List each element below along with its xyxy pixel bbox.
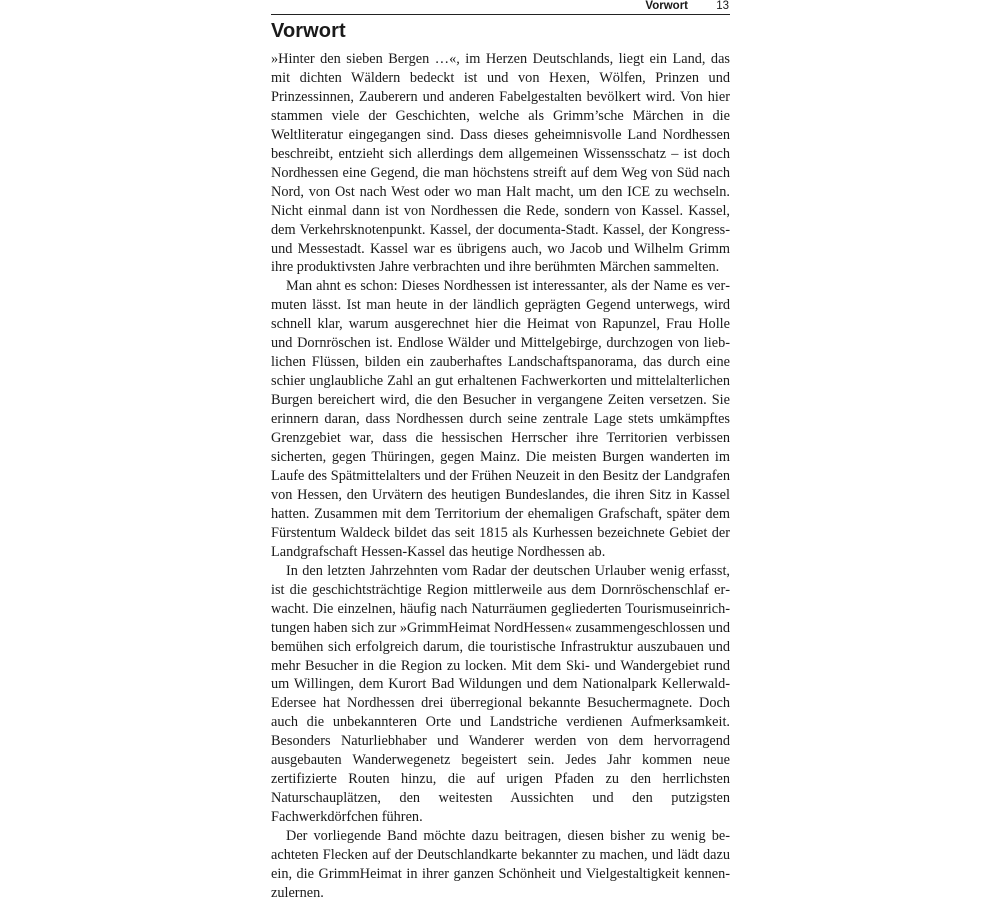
page-number: 13 <box>716 0 729 12</box>
paragraph: In den letzten Jahrzehnten vom Radar der deutschen Urlauber wenig erfasst, ist die geschichtsträchtige Region mittlerweile aus dem Dornröschenschlaf erwacht. Die einzelnen, häufig nach Naturräumen gegliederten Tourismuseinrichtungen haben sich zur »GrimmHeimat NordHessen« zusammengeschlossen und bemühen sich erfolgreich darum, die touristische Infrastruktur auszubauen und mehr Besucher in die Region zu locken. Mit dem Ski- und Wandergebiet rund um Willingen, dem Kurort Bad Wildungen und dem Nationalpark Kellerwald-Edersee hat Nordhessen drei überregional bekannte Besuchermagnete. Doch auch die unbekannteren Orte und Landstriche verdienen Aufmerksamkeit. Besonders Naturliebhaber und Wanderer werden von dem hervorragend ausgebauten Wanderwegenetz begeistert sein. Jedes Jahr kommen neue zertifizierte Routen hinzu, die auf urigen Pfaden zu den herrlichsten Naturschauplätzen, den weitesten Aussichten und den putzigsten Fachwerkdörfchen führen. <box>271 562 730 826</box>
paragraph: »Hinter den sieben Bergen …«, im Herzen Deutschlands, liegt ein Land, das mit dichten Wäldern bedeckt ist und von Hexen, Wölfen, Prinzen und Prinzessinnen, Zauberern und anderen Fabelgestalten bevölkert wird. Von hier stammen viele der Geschichten, welche als Grimm’sche Märchen in die Weltliteratur eingegangen sind. Dass dieses geheimnisvolle Land Nordhessen beschreibt, entzieht sich allerdings dem allgemeinen Wissensschatz – ist doch Nordhessen eine Gegend, die man höchstens streift auf dem Weg von Süd nach Nord, von Ost nach West oder wo man Halt macht, um den ICE zu wechseln. Nicht einmal dann ist von Nordhessen die Rede, sondern von Kassel. Kassel, dem Verkehrsknotenpunkt. Kassel, der documenta-Stadt. Kassel, der Kongress- und Messestadt. Kassel war es übrigens auch, wo Jacob und Wilhelm Grimm ihre produktivsten Jahre verbrachten und ihre berühmten Märchen sammelten. <box>271 51 730 276</box>
paragraph: Der vorliegende Band möchte dazu beitragen, diesen bisher zu wenig beachteten Flecken auf der Deutschlandkarte bekannter zu machen, und lädt dazu ein, die GrimmHeimat in ihrer ganzen Schönheit und Vielgestaltigkeit kennenzulernen. <box>271 828 730 901</box>
paragraph: Man ahnt es schon: Dieses Nordhessen ist interessanter, als der Name es vermuten lässt. Ist man heute in der ländlich geprägten Gegend unterwegs, wird schnell klar, warum ausgerechnet hier die Heimat von Rapunzel, Frau Holle und Dornröschen ist. Endlose Wälder und Mittelgebirge, durchzogen von lieblichen Flüssen, bilden ein zauberhaftes Landschaftspanorama, das durch eine schier unglaubliche Zahl an gut erhaltenen Fachwerkorten und mittelalterlichen Burgen bereichert wird, die den Besucher in vergangene Zeiten versetzen. Sie erinnern daran, dass Nordhessen durch seine zentrale Lage stets umkämpftes Grenzgebiet war, dass die hessischen Herrscher ihre Territorien verbissen sicherten, gegen Thüringen, gegen Mainz. Die meisten Burgen wanderten im Laufe des Spätmittelalters und der Frühen Neuzeit in den Besitz der Landgrafen von Hessen, den Urvätern des heutigen Bundeslandes, die ihren Sitz in Kassel hatten. Zusammen mit dem Territorium der ehemaligen Grafschaft, später dem Fürstentum Waldeck bildet das seit 1815 als Kurhessen bezeichnete Gebiet der Landgrafschaft Hessen-Kassel das heutige Nordhessen ab. <box>271 278 730 560</box>
header-rule <box>271 14 730 15</box>
chapter-title: Vorwort <box>271 20 346 42</box>
book-page <box>271 0 730 901</box>
body-text <box>271 50 730 903</box>
running-head-section: Vorwort <box>645 0 688 12</box>
running-head <box>271 0 730 12</box>
